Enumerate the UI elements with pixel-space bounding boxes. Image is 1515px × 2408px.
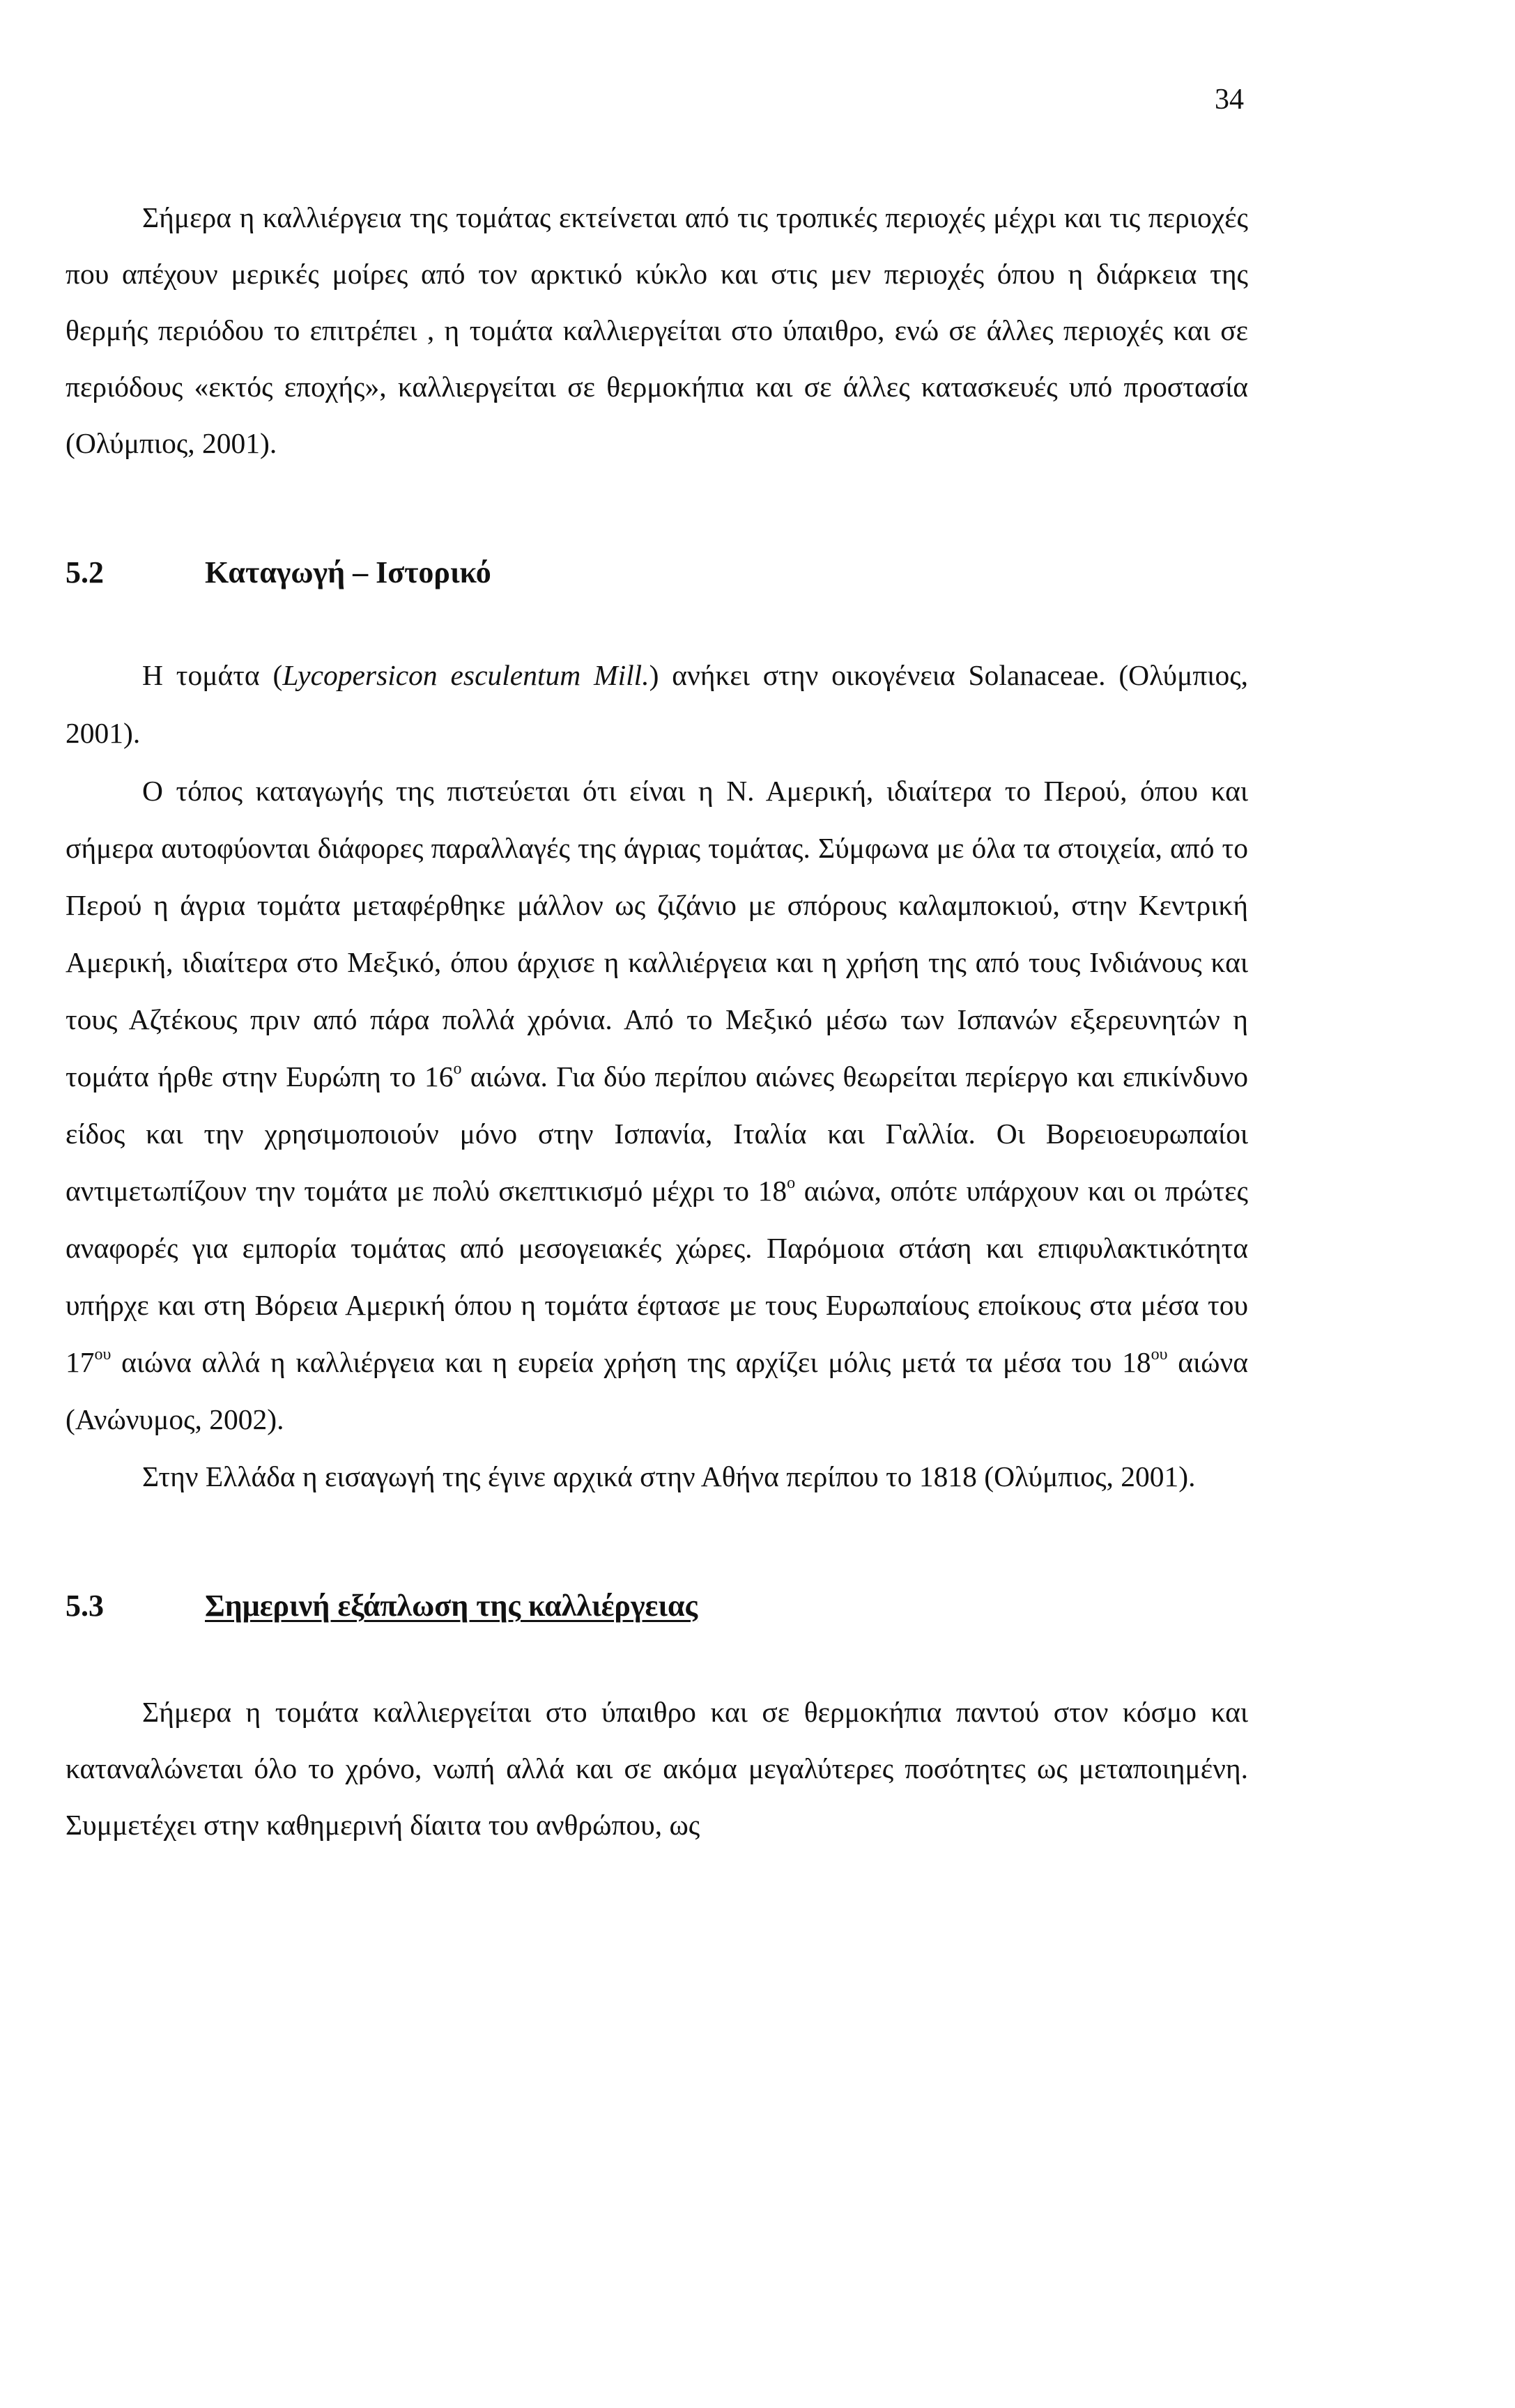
section-title: Σημερινή εξάπλωση της καλλιέργειας bbox=[205, 1589, 698, 1623]
section-heading-5-2 bbox=[66, 557, 1248, 588]
intro-paragraph: Σήμερα η καλλιέργεια της τομάτας εκτείνεται από τις τροπικές περιοχές μέχρι και τις περιοχές που απέχουν μερικές μοίρες από τον αρκτικό κύκλο και στις μεν περιοχές όπου η διάρκεια της θερμής περιόδου το επιτρέπει , η τομάτα καλλιεργείται στο ύπαιθρο, ενώ σε άλλες περιοχές και σε περιόδους «εκτός εποχής», καλλιεργείται σε θερμοκήπια και σε άλλες κατασκευές υπό προστασία (Ολύμπιος, 2001). bbox=[66, 201, 1248, 459]
taxonomy-paragraph: Η τομάτα (Lycopersicon esculentum Mill.) ανήκει στην οικογένεια Solanaceae. (Ολύμπιος, 2001). bbox=[66, 659, 1248, 749]
section-title: Καταγωγή – Ιστορικό bbox=[205, 555, 491, 589]
spread-paragraph: Σήμερα η τομάτα καλλιεργείται στο ύπαιθρο και σε θερμοκήπια παντού στον κόσμο και καταναλώνεται όλο το χρόνο, νωπή αλλά και σε ακόμα μεγαλύτερες ποσότητες ως μεταποιημένη. Συμμετέχει στην καθημερινή δίαιτα του ανθρώπου, ως bbox=[66, 1696, 1248, 1841]
greece-paragraph: Στην Ελλάδα η εισαγωγή της έγινε αρχικά στην Αθήνα περίπου το 1818 (Ολύμπιος, 2001). bbox=[142, 1460, 1196, 1492]
superscript: ο bbox=[453, 1060, 462, 1078]
superscript: ο bbox=[787, 1174, 796, 1192]
section-heading-5-3 bbox=[66, 1591, 1248, 1621]
document-body bbox=[66, 190, 1248, 1853]
section-number: 5.3 bbox=[66, 1589, 104, 1623]
page-number: 34 bbox=[1215, 84, 1244, 116]
superscript: ου bbox=[94, 1345, 111, 1364]
superscript: ου bbox=[1151, 1345, 1168, 1364]
scientific-name: Lycopersicon esculentum Mill. bbox=[282, 659, 649, 691]
origin-paragraph: Ο τόπος καταγωγής της πιστεύεται ότι είναι η Ν. Αμερική, ιδιαίτερα το Περού, όπου και σήμερα αυτοφύονται διάφορες παραλλαγές της άγριας τομάτας. Σύμφωνα με όλα τα στοιχεία, από το Περού η άγρια τομάτα μεταφέρθηκε μάλλον ως ζιζάνιο με σπόρους καλαμποκιού, στην Κεντρική Αμερική, ιδιαίτερα στο Μεξικό, όπου άρχισε η καλλιέργεια και η χρήση της από τους Ινδιάνους και τους Αζτέκους πριν από πάρα πολλά χρόνια. Από το Μεξικό μέσω των Ισπανών εξερευνητών η τομάτα ήρθε στην Ευρώπη το $16^o$ αιώνα. Για δύο περίπου αιώνες θεωρείται περίεργο και επικίνδυνο είδος και την χρησιμοποιούν μόνο στην Ισπανία, Ιταλία και Γαλλία. Οι Βορειοευρωπαίοι αντιμετωπίζουν την τομάτα με πολύ σκεπτικισμό μέχρι το $18^o$ αιώνα, οπότε υπάρχουν και οι πρώτες αναφορές για εμπορία τομάτας από μεσογειακές χώρες. Παρόμοια στάση και επιφυλακτικότητα υπήρχε και στη Βόρεια Αμερική όπου η τομάτα έφτασε με τους Ευρωπαίους εποίκους στα μέσα του $17^{o\upsilon}$ αιώνα αλλά η καλλιέργεια και η ευρεία χρήση της αρχίζει μόλις μετά τα μέσα του $18^{o\upsilon}$ αιώνα (Ανώνυμος, 2002). bbox=[66, 775, 1249, 1435]
section-number: 5.2 bbox=[66, 555, 104, 589]
